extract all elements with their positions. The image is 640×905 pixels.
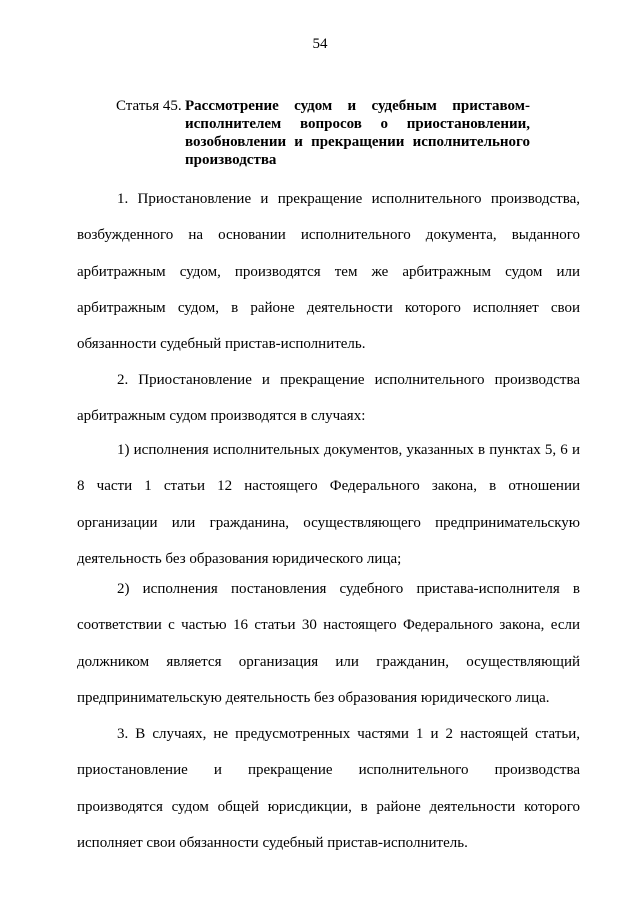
article-label: Статья 45. [116,98,182,114]
paragraph-part-3: 3. В случаях, не предусмотренных частями 1 и 2 настоящей статьи, приостановление и прекращение исполнительного производства производятся судом общей юрисдикции, в районе деятельности которого исполняет свои обязанности судебный пристав-исполнитель. [77,726,580,851]
article-title: Рассмотрение судом и судебным приставом-исполнителем вопросов о приостановлении, возобновлении и прекращении исполнительного производства [185,98,530,168]
paragraph-item-1: 1) исполнения исполнительных документов, указанных в пунктах 5, 6 и 8 части 1 статьи 12 настоящего Федерального закона, в отношении организации или гражданина, осуществляющего предпринимательскую деятельность без образования юридического лица; [77,442,580,567]
page-number: 54 [312,36,328,52]
paragraph-part-1: 1. Приостановление и прекращение исполнительного производства, возбужденного на основании исполнительного документа, выданного арбитражным судом, производятся тем же арбитражным судом или арбитражным судом, в районе деятельности которого исполняет свои обязанности судебный пристав-исполнитель. [77,191,580,353]
paragraph-item-2: 2) исполнения постановления судебного пристава-исполнителя в соответствии с частью 16 статьи 30 настоящего Федерального закона, если должником является организация или гражданин, осуществляющий предпринимательскую деятельность без образования юридического лица. [77,581,580,706]
paragraph-part-2: 2. Приостановление и прекращение исполнительного производства арбитражным судом производятся в случаях: [77,372,580,425]
